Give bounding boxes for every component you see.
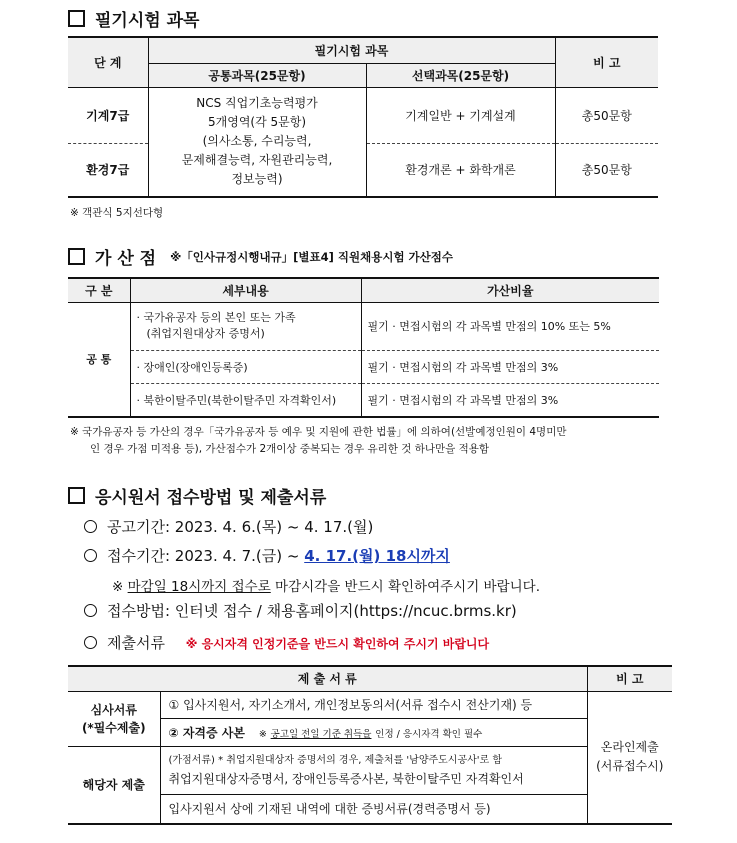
- section-title: 응시원서 접수방법 및 제출서류: [95, 488, 327, 508]
- elective-cell: 기계일반 + 기계설계: [366, 87, 555, 143]
- review-label-line: 심사서류: [90, 702, 137, 717]
- receipt-method: [84, 600, 517, 621]
- receipt-deadline: 4. 17.(월) 18시까지: [304, 547, 450, 565]
- section-subtitle: ※「인사규정시행내규」[별표4] 직원채용시험 가산점수: [170, 249, 453, 264]
- remark-line: (서류접수시): [596, 759, 664, 774]
- note-bonus: [70, 424, 567, 458]
- receipt-label: 접수기간:: [107, 547, 171, 565]
- section-heading-bonus: [68, 244, 453, 269]
- docs-row-bonus: [160, 746, 587, 794]
- common-line: NCS 직업기초능력평가: [196, 96, 318, 111]
- checkbox-icon: [68, 487, 85, 504]
- section-heading-written-exam: [68, 6, 199, 31]
- type-cell: 공 통: [68, 302, 130, 417]
- section-title: 필기시험 과목: [95, 11, 200, 31]
- section-heading-application: [68, 483, 326, 508]
- header-level: 단 계: [68, 37, 148, 87]
- ratio-cell: 필기 · 면접시험의 각 과목별 만점의 3%: [361, 350, 659, 383]
- remark-line: 온라인제출: [600, 740, 659, 755]
- note-mark: ※: [112, 579, 124, 595]
- period-label: 공고기간:: [107, 518, 171, 536]
- certificate-label: ② 자격증 사본: [168, 725, 245, 740]
- submission-docs-table: [68, 665, 672, 825]
- docs-label: 제출서류: [107, 634, 165, 652]
- note-line: 인 경우 가점 미적용 등), 가산점수가 2개이상 중복되는 경우 유리한 것 하나만을 적용함: [90, 443, 490, 455]
- bonus-docs-line: (가점서류) * 취업지원대상자 증명서의 경우, 제출처를 '남양주도시공사'로 함: [168, 755, 503, 766]
- circle-bullet-icon: [84, 520, 97, 533]
- detail-line: (취업지원대상자 증명서): [146, 327, 265, 340]
- checkbox-icon: [68, 10, 85, 27]
- receipt-value: 2023. 4. 7.(금) ~: [174, 547, 300, 565]
- certificate-note-text: 인정 / 응시자격 확인 필수: [375, 728, 483, 740]
- submission-docs: [84, 632, 489, 653]
- common-line: (의사소통, 수리능력,: [202, 134, 312, 149]
- method-label: 접수방법:: [107, 602, 171, 620]
- remark-cell: 총50문항: [555, 87, 658, 143]
- note-multiple-choice: ※ 객관식 5지선다형: [70, 207, 164, 219]
- header-docs: 제 출 서 류: [68, 666, 587, 691]
- remark-online: [587, 691, 672, 824]
- header-detail: 세부내용: [130, 278, 361, 302]
- header-exam: 필기시험 과목: [148, 37, 555, 63]
- circle-bullet-icon: [84, 636, 97, 649]
- deadline-note-underlined: 마감일 18시까지 접수로: [127, 579, 271, 595]
- header-remark: 비 고: [555, 37, 658, 87]
- applicant-docs-label: 해당자 제출: [68, 746, 160, 824]
- detail-cell: · 북한이탈주민(북한이탈주민 자격확인서): [130, 383, 361, 417]
- review-label-line: (*필수제출): [81, 720, 146, 735]
- circle-bullet-icon: [84, 549, 97, 562]
- remark-cell: 총50문항: [555, 143, 658, 197]
- detail-cell: [130, 302, 361, 350]
- deadline-note: [112, 575, 540, 595]
- bonus-points-table: [68, 277, 659, 418]
- method-value: 인터넷 접수 / 채용홈페이지(https://ncuc.brms.kr): [174, 602, 517, 620]
- section-title: 가 산 점: [95, 249, 157, 269]
- docs-row-application: ① 입사지원서, 자기소개서, 개인정보동의서(서류 접수시 전산기재) 등: [160, 691, 587, 718]
- deadline-note-text: 마감시각을 반드시 확인하여주시기 바랍니다.: [275, 579, 540, 595]
- receipt-period: [84, 545, 450, 566]
- written-exam-table: [68, 36, 658, 198]
- ratio-cell: 필기 · 면접시험의 각 과목별 만점의 10% 또는 5%: [361, 302, 659, 350]
- elective-cell: 환경개론 + 화학개론: [366, 143, 555, 197]
- checkbox-icon: [68, 248, 85, 265]
- review-docs-label: [68, 691, 160, 746]
- ratio-cell: 필기 · 면접시험의 각 과목별 만점의 3%: [361, 383, 659, 417]
- header-remark: 비 고: [587, 666, 672, 691]
- certificate-note-underlined: 공고일 전일 기준 취득을: [270, 728, 372, 740]
- level-cell: 환경7급: [68, 143, 148, 197]
- level-cell: 기계7급: [68, 87, 148, 143]
- header-type: 구 분: [68, 278, 130, 302]
- common-subjects-cell: [148, 87, 366, 197]
- header-ratio: 가산비율: [361, 278, 659, 302]
- header-common: 공통과목(25문항): [148, 63, 366, 87]
- common-line: 5개영역(각 5문항): [208, 115, 306, 130]
- header-elective: 선택과목(25문항): [366, 63, 555, 87]
- common-line: 정보능력): [231, 172, 283, 187]
- docs-warning: ※ 응시자격 인정기준을 반드시 확인하여 주시기 바랍니다: [185, 637, 490, 651]
- detail-cell: · 장애인(장애인등록증): [130, 350, 361, 383]
- period-value: 2023. 4. 6.(목) ~ 4. 17.(월): [174, 518, 374, 536]
- circle-bullet-icon: [84, 604, 97, 617]
- announcement-period: [84, 516, 373, 537]
- bonus-docs-line: 취업지원대상자증명서, 장애인등록증사본, 북한이탈주민 자격확인서: [168, 772, 524, 786]
- common-line: 문제해결능력, 자원관리능력,: [181, 153, 333, 168]
- certificate-note-mark: ※: [258, 728, 267, 740]
- docs-row-certificate: [160, 718, 587, 746]
- detail-line: · 국가유공자 등의 본인 또는 가족: [136, 311, 296, 324]
- docs-row-evidence: 입사지원서 상에 기재된 내역에 대한 증빙서류(경력증명서 등): [160, 794, 587, 824]
- note-line: ※ 국가유공자 등 가산의 경우「국가유공자 등 예우 및 지원에 관한 법률」에 의하여(선발예정인원이 4명미만: [70, 426, 567, 438]
